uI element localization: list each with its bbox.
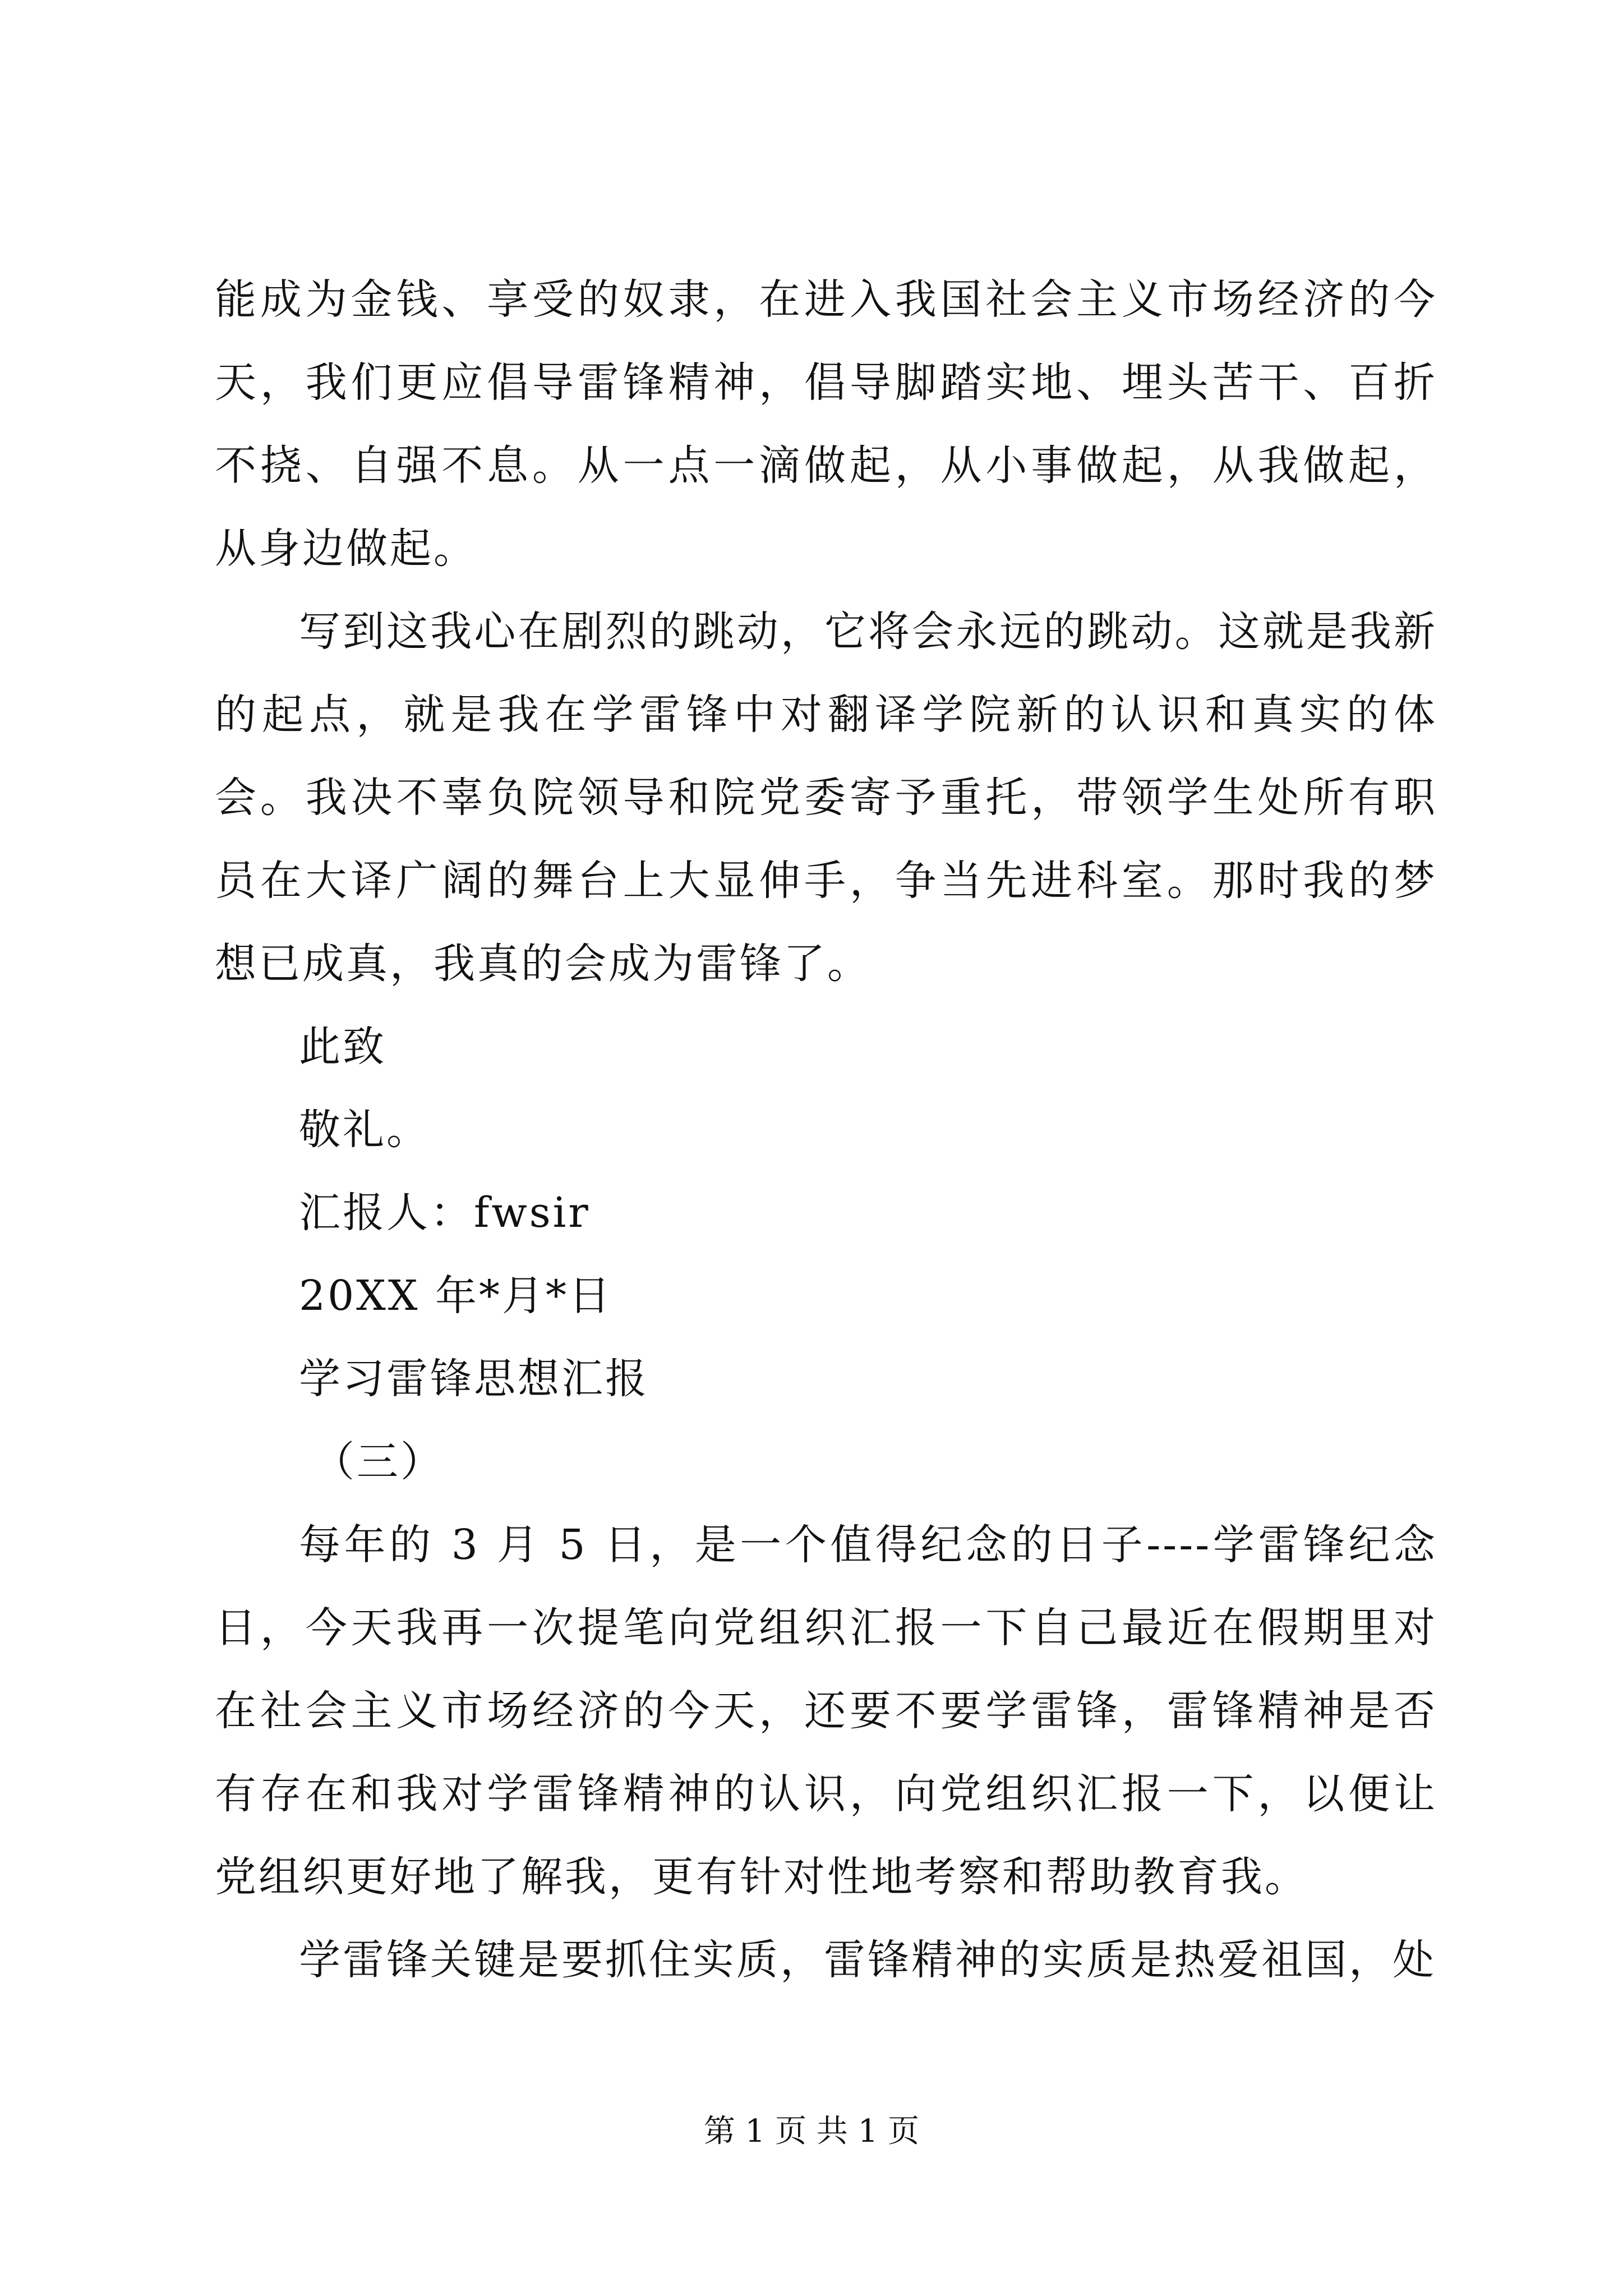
closing-salutation: 此致 (299, 1023, 386, 1071)
page-footer: 第 1 页 共 1 页 (703, 2113, 920, 2150)
reporter-signature: 汇报人：fwsir (299, 1189, 591, 1237)
paragraph-essence: 学雷锋关键是要抓住实质，雷锋精神的实质是热爱祖国，处 (299, 1936, 1436, 1984)
next-report-title: 学习雷锋思想汇报 (299, 1355, 649, 1403)
document-body (215, 258, 1437, 2001)
section-number: （三） (313, 1438, 444, 1486)
closing-respect: 敬礼。 (299, 1106, 430, 1154)
paragraph-new-starting-point: 写到这我心在剧烈的跳动，它将会永远的跳动。这就是我新的起点，就是我在学雷锋中对翻译学院新的认识和真实的体会。我决不辜负院领导和院党委寄予重托，带领学生处所有职员在大译广阔的舞台上大显伸手，争当先进科室。那时我的梦想已成真，我真的会成为雷锋了。 (215, 608, 1437, 988)
paragraph-continued: 能成为金钱、享受的奴隶，在进入我国社会主义市场经济的今天，我们更应倡导雷锋精神，倡导脚踏实地、埋头苦干、百折不挠、自强不息。从一点一滴做起，从小事做起，从我做起，从身边做起。 (215, 275, 1437, 573)
paragraph-memorial-day: 每年的 3 月 5 日，是一个值得纪念的日子----学雷锋纪念日，今天我再一次提笔向党组织汇报一下自己最近在假期里对在社会主义市场经济的今天，还要不要学雷锋，雷锋精神是否有存在和我对学雷锋精神的认识，向党组织汇报一下，以便让党组织更好地了解我，更有针对性地考察和帮助教育我。 (215, 1521, 1437, 1901)
report-date: 20XX 年*月*日 (299, 1272, 613, 1320)
